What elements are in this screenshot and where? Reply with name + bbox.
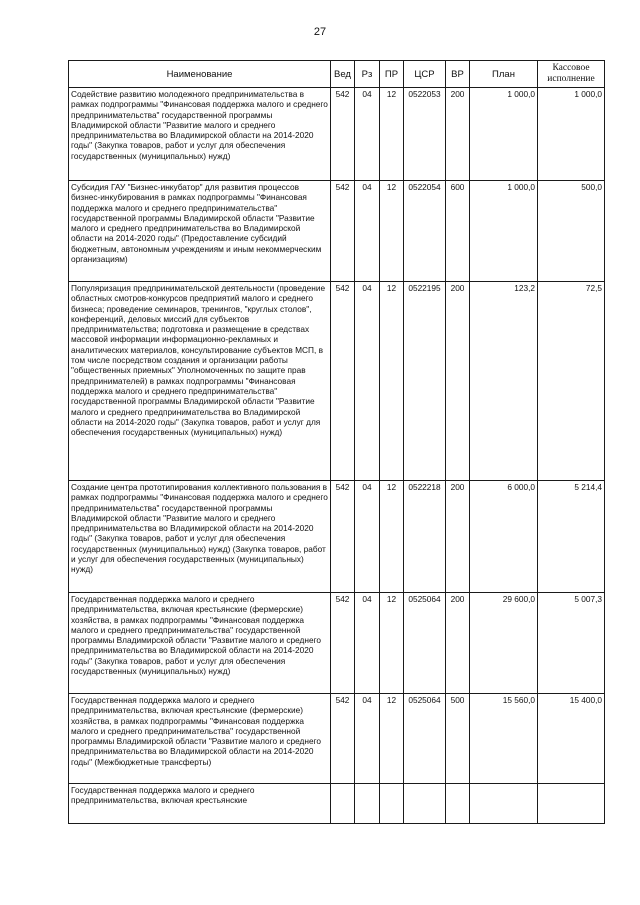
row-ved: 542 <box>331 593 355 694</box>
table-header-row <box>69 61 605 88</box>
row-pr <box>380 784 404 824</box>
row-vr <box>446 784 470 824</box>
row-rz <box>355 784 380 824</box>
header-name: Наименование <box>69 61 331 88</box>
header-rz: Рз <box>355 61 380 88</box>
row-cash: 15 400,0 <box>538 694 605 784</box>
row-name: Государственная поддержка малого и среднего предпринимательства, включая крестьянские (фермерские) хозяйства, в рамках подпрограммы "Финансовая поддержка малого и среднего предпринимательства" государственной программы Владимирской области "Развитие малого и среднего предпринимательства во Владимирской области на 2014-2020 годы" (Межбюджетные трансферты) <box>69 694 331 784</box>
row-csr: 0522218 <box>404 481 446 593</box>
row-pr: 12 <box>380 593 404 694</box>
row-ved: 542 <box>331 694 355 784</box>
row-vr: 600 <box>446 181 470 282</box>
row-pr: 12 <box>380 181 404 282</box>
row-rz: 04 <box>355 282 380 481</box>
table-row <box>69 88 605 181</box>
table-row <box>69 481 605 593</box>
row-csr: 0522054 <box>404 181 446 282</box>
header-cash: Кассовое исполнение <box>538 61 605 88</box>
row-name: Создание центра прототипирования коллективного пользования в рамках подпрограммы "Финансовая поддержка малого и среднего предпринимательства" государственной программы Владимирской области "Развитие малого и среднего предпринимательства во Владимирской области на 2014-2020 годы" (Закупка товаров, работ и услуг для обеспечения государственных (муниципальных) нужд) (Закупка товаров, работ и услуг для обеспечения государственных (муниципальных) нужд) <box>69 481 331 593</box>
row-csr: 0525064 <box>404 593 446 694</box>
row-vr: 200 <box>446 282 470 481</box>
table-row <box>69 181 605 282</box>
row-plan: 29 600,0 <box>470 593 538 694</box>
row-vr: 200 <box>446 88 470 181</box>
row-rz: 04 <box>355 593 380 694</box>
row-vr: 500 <box>446 694 470 784</box>
row-cash: 72,5 <box>538 282 605 481</box>
header-pr: ПР <box>380 61 404 88</box>
row-ved: 542 <box>331 88 355 181</box>
row-name: Содействие развитию молодежного предпринимательства в рамках подпрограммы "Финансовая поддержка малого и среднего предпринимательства" государственной программы Владимирской области "Развитие малого и среднего предпринимательства во Владимирской области на 2014-2020 годы" (Закупка товаров, работ и услуг для обеспечения государственных (муниципальных) нужд) <box>69 88 331 181</box>
budget-table <box>68 60 605 824</box>
row-ved <box>331 784 355 824</box>
row-ved: 542 <box>331 481 355 593</box>
header-plan: План <box>470 61 538 88</box>
row-name: Государственная поддержка малого и среднего предпринимательства, включая крестьянские (фермерские) хозяйства, в рамках подпрограммы "Финансовая поддержка малого и среднего предпринимательства" государственной программы Владимирской области "Развитие малого и среднего предпринимательства во Владимирской области на 2014-2020 годы" (Закупка товаров, работ и услуг для обеспечения государственных (муниципальных) нужд) <box>69 593 331 694</box>
row-csr <box>404 784 446 824</box>
row-plan: 123,2 <box>470 282 538 481</box>
header-csr: ЦСР <box>404 61 446 88</box>
row-plan: 15 560,0 <box>470 694 538 784</box>
row-rz: 04 <box>355 694 380 784</box>
row-pr: 12 <box>380 88 404 181</box>
row-rz: 04 <box>355 88 380 181</box>
table-row <box>69 694 605 784</box>
header-ved: Вед <box>331 61 355 88</box>
row-cash: 500,0 <box>538 181 605 282</box>
row-plan: 1 000,0 <box>470 88 538 181</box>
row-csr: 0522195 <box>404 282 446 481</box>
row-cash: 1 000,0 <box>538 88 605 181</box>
row-ved: 542 <box>331 282 355 481</box>
row-plan <box>470 784 538 824</box>
row-csr: 0525064 <box>404 694 446 784</box>
row-vr: 200 <box>446 481 470 593</box>
table-row <box>69 593 605 694</box>
row-name: Популяризация предпринимательской деятельности (проведение областных смотров-конкурсов предприятий малого и среднего бизнеса; проведение семинаров, тренингов, "круглых столов", конференций, деловых миссий для субъектов предпринимательства; подготовка и размещение в средствах массовой информации информационно-рекламных и аналитических материалов, консультирование субъектов МСП, в том числе посредством создания и организации работы "общественных приемных" Уполномоченных по защите прав предпринимателей) в рамках подпрограммы "Финансовая поддержка малого и среднего предпринимательства" государственной программы Владимирской области "Развитие малого и среднего предпринимательства во Владимирской области на 2014-2020 годы" (Закупка товаров, работ и услуг для обеспечения государственных (муниципальных) нужд) <box>69 282 331 481</box>
row-cash: 5 214,4 <box>538 481 605 593</box>
row-cash: 5 007,3 <box>538 593 605 694</box>
row-cash <box>538 784 605 824</box>
row-pr: 12 <box>380 282 404 481</box>
row-csr: 0522053 <box>404 88 446 181</box>
table-row <box>69 784 605 824</box>
page-number: 27 <box>313 26 327 38</box>
row-name: Государственная поддержка малого и среднего предпринимательства, включая крестьянские <box>69 784 331 824</box>
row-vr: 200 <box>446 593 470 694</box>
row-name: Субсидия ГАУ "Бизнес-инкубатор" для развития процессов бизнес-инкубирования в рамках подпрограммы "Финансовая поддержка малого и среднего предпринимательства" государственной программы Владимирской области "Развитие малого и среднего предпринимательства во Владимирской области на 2014-2020 годы" (Предоставление субсидий бюджетным, автономным учреждениям и иным некоммерческим организациям) <box>69 181 331 282</box>
row-plan: 1 000,0 <box>470 181 538 282</box>
row-ved: 542 <box>331 181 355 282</box>
header-vr: ВР <box>446 61 470 88</box>
row-pr: 12 <box>380 481 404 593</box>
row-rz: 04 <box>355 481 380 593</box>
row-rz: 04 <box>355 181 380 282</box>
row-pr: 12 <box>380 694 404 784</box>
row-plan: 6 000,0 <box>470 481 538 593</box>
table-row <box>69 282 605 481</box>
